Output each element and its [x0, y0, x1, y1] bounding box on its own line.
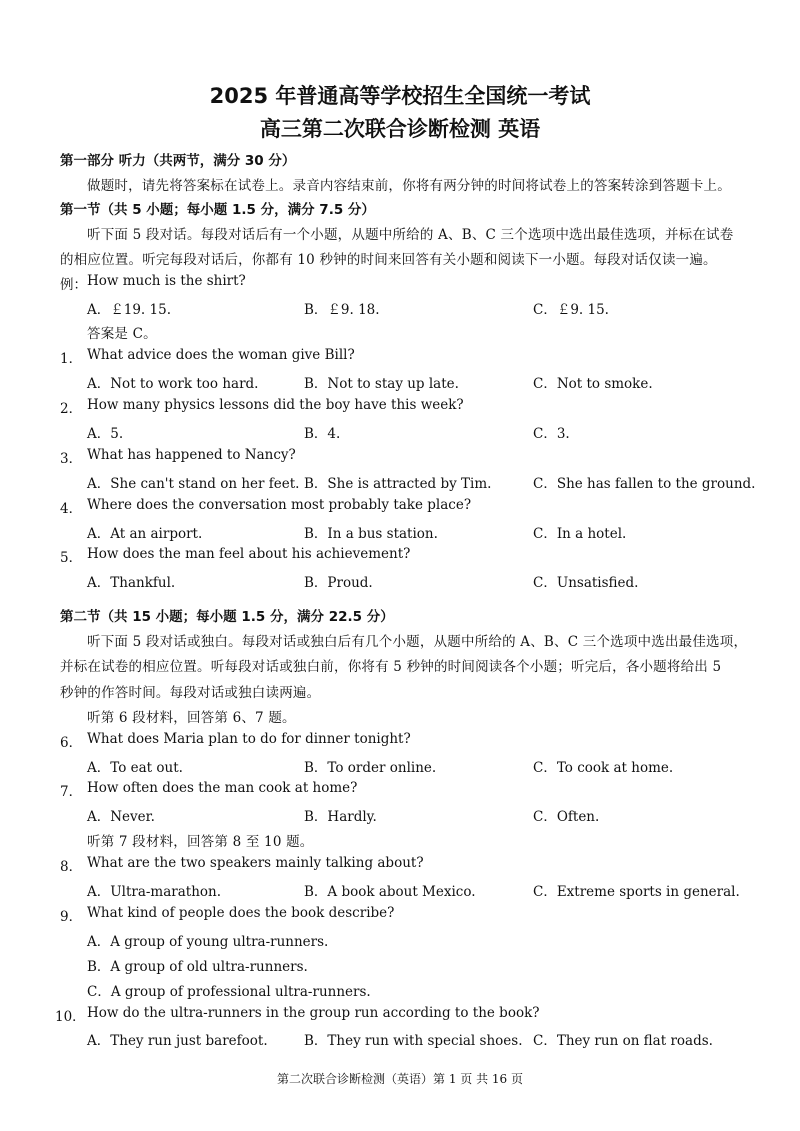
question-number: 2．: [60, 401, 83, 417]
section2-instruction-2: 并标在试卷的相应位置。听每段对话或独白前，你将有 5 秒钟的时间阅读各个小题；听完后，各小题将给出 5: [60, 659, 722, 675]
option-c: C．Not to smoke.: [533, 376, 653, 392]
option-b: B．A book about Mexico.: [304, 884, 476, 900]
example-answer: 答案是 C。: [87, 326, 157, 342]
option-c: C．To cook at home.: [533, 760, 674, 776]
option-a: A．Thankful.: [87, 575, 176, 591]
part1-instruction: 做题时，请先将答案标在试卷上。录音内容结束前，你将有两分钟的时间将试卷上的答案转涂到答题卡上。: [87, 178, 731, 194]
option-a: A．Not to work too hard.: [87, 376, 259, 392]
exam-title: 2025 年普通高等学校招生全国统一考试: [209, 84, 591, 108]
option-a: A．5.: [87, 426, 124, 442]
option-b: B．A group of old ultra-runners.: [87, 959, 308, 975]
section1-instruction-1: 听下面 5 段对话。每段对话后有一个小题，从题中所给的 A、B、C 三个选项中选出最佳选项，并标在试卷: [87, 227, 734, 243]
question-text: How often does the man cook at home?: [87, 780, 358, 796]
question-text: Where does the conversation most probably take place?: [87, 497, 472, 513]
question-text: What are the two speakers mainly talking about?: [87, 855, 424, 871]
example-prefix: 例：: [60, 277, 87, 293]
option-a: A．She can't stand on her feet.: [87, 476, 300, 492]
option-a: A．They run just barefoot.: [87, 1033, 268, 1049]
question-text: What kind of people does the book describe?: [87, 905, 395, 921]
option-a: A．To eat out.: [87, 760, 183, 776]
section1-instruction-2: 的相应位置。听完每段对话后，你都有 10 秒钟的时间来回答有关小题和阅读下一小题。每段对话仅读一遍。: [60, 252, 717, 268]
option-b: B．Not to stay up late.: [304, 376, 459, 392]
section2-instruction-1: 听下面 5 段对话或独白。每段对话或独白后有几个小题，从题中所给的 A、B、C 三个选项中选出最佳选项，: [87, 634, 748, 650]
option-c: C．In a hotel.: [533, 526, 627, 542]
section2-instruction-3: 秒钟的作答时间。每段对话或独白读两遍。: [60, 685, 321, 701]
example-question: How much is the shirt?: [87, 273, 246, 289]
question-number: 4．: [60, 501, 83, 517]
option-b: B．Hardly.: [304, 809, 377, 825]
question-number: 5．: [60, 550, 83, 566]
question-text: How do the ultra-runners in the group run according to the book?: [87, 1005, 540, 1021]
section2-heading: 第二节（共 15 小题；每小题 1.5 分，满分 22.5 分）: [60, 609, 394, 625]
question-text: How many physics lessons did the boy have this week?: [87, 397, 464, 413]
option-b: B．She is attracted by Tim.: [304, 476, 492, 492]
option-b: B．In a bus station.: [304, 526, 438, 542]
question-number: 3．: [60, 451, 83, 467]
option-c: C．A group of professional ultra-runners.: [87, 984, 371, 1000]
question-text: How does the man feel about his achievement?: [87, 546, 411, 562]
question-number: 7．: [60, 784, 83, 800]
option-a: A．Ultra-marathon.: [87, 884, 222, 900]
option-a: A．A group of young ultra-runners.: [87, 934, 329, 950]
question-number: 6．: [60, 735, 83, 751]
question-number: 8．: [60, 859, 83, 875]
option-b: B．4.: [304, 426, 341, 442]
option-b: B．They run with special shoes.: [304, 1033, 523, 1049]
material-7-note: 听第 7 段材料，回答第 8 至 10 题。: [87, 834, 314, 850]
question-text: What advice does the woman give Bill?: [87, 347, 355, 363]
part1-heading: 第一部分 听力（共两节，满分 30 分）: [60, 153, 296, 169]
example-option-b: B．￡9. 18.: [304, 302, 380, 318]
question-number: 1．: [60, 351, 83, 367]
example-option-a: A．￡19. 15.: [87, 302, 171, 318]
question-number: 9．: [60, 909, 83, 925]
question-number: 10．: [55, 1009, 86, 1025]
page-footer: 第二次联合诊断检测（英语）第 1 页 共 16 页: [277, 1072, 523, 1086]
option-c: C．3.: [533, 426, 570, 442]
option-c: C．Unsatisfied.: [533, 575, 639, 591]
option-b: B．To order online.: [304, 760, 437, 776]
material-6-note: 听第 6 段材料，回答第 6、7 题。: [87, 710, 296, 726]
option-b: B．Proud.: [304, 575, 373, 591]
example-option-c: C．￡9. 15.: [533, 302, 609, 318]
option-a: A．Never.: [87, 809, 155, 825]
option-c: C．Extreme sports in general.: [533, 884, 740, 900]
section1-heading: 第一节（共 5 小题；每小题 1.5 分，满分 7.5 分）: [60, 202, 375, 218]
option-c: C．She has fallen to the ground.: [533, 476, 756, 492]
question-text: What has happened to Nancy?: [87, 447, 296, 463]
option-c: C．Often.: [533, 809, 600, 825]
option-a: A．At an airport.: [87, 526, 203, 542]
option-c: C．They run on flat roads.: [533, 1033, 713, 1049]
question-text: What does Maria plan to do for dinner tonight?: [87, 731, 411, 747]
exam-subtitle: 高三第二次联合诊断检测 英语: [259, 117, 541, 141]
